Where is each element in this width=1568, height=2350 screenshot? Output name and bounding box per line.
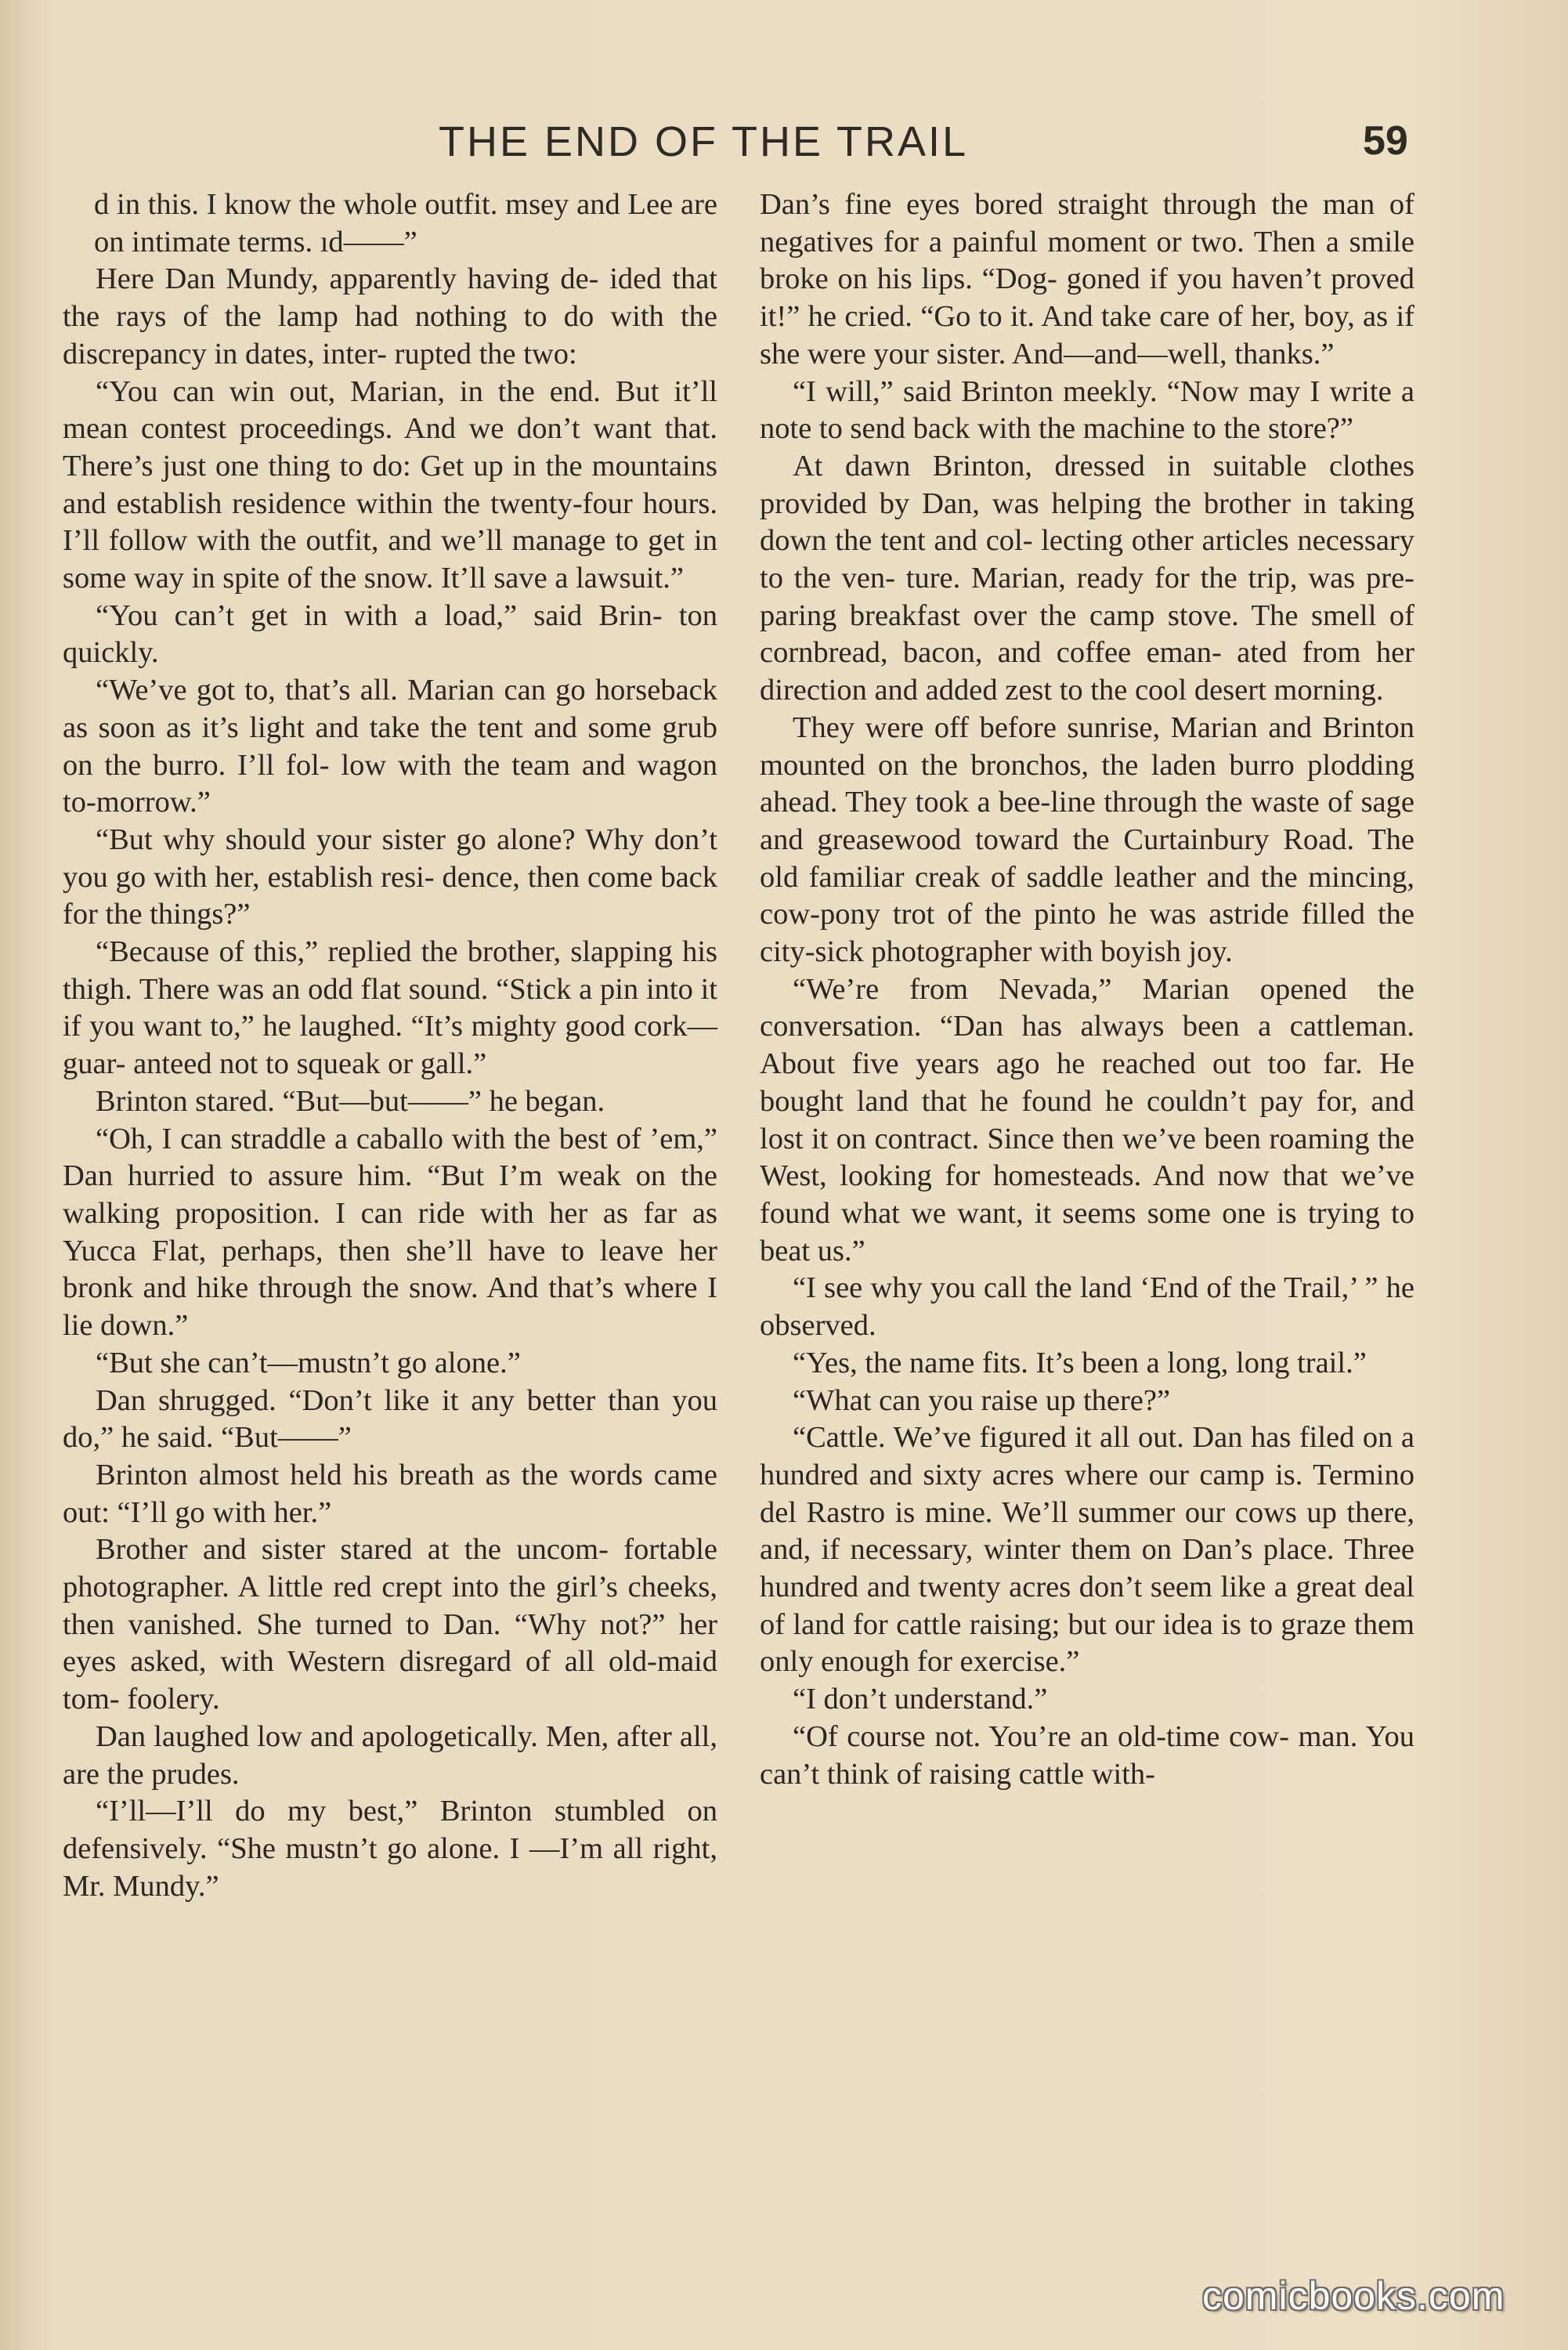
paragraph: d in this. I know the whole outfit. msey and Lee are on intimate terms. ıd——”	[94, 188, 717, 258]
paragraph: “Cattle. We’ve figured it all out. Dan has filed on a hundred and sixty acres where our camp is. Termino del Rastro is mine. We’ll summer our cows up there, and, if necessary, winter them on Dan’s place. Three hundred and twenty acres don’t seem like a great deal of land for cattle raising; but our idea is to graze them only enough for exercise.”	[760, 1421, 1414, 1679]
paragraph: “I will,” said Brinton meekly. “Now may I write a note to send back with the machine to the store?”	[760, 374, 1414, 446]
paragraph: At dawn Brinton, dressed in suitable clothes provided by Dan, was helping the brother in taking down the tent and col- lecting other articles necessary to the ven- ture. Marian, ready for the trip, was pre- paring breakfast over the camp stove. The smell of cornbread, bacon, and coffee eman- ated from her direction and added zest to the cool desert morning.	[760, 449, 1414, 707]
paragraph: “But she can’t—mustn’t go alone.”	[96, 1346, 521, 1379]
page-number: 59	[1363, 118, 1408, 164]
running-title: THE END OF THE TRAIL	[439, 118, 969, 165]
paragraph: “What can you raise up there?”	[793, 1383, 1171, 1417]
paragraph: “I see why you call the land ‘End of the Trail,’ ” he observed.	[760, 1271, 1414, 1343]
paragraph: Dan shrugged. “Don’t like it any better than you do,” he said. “But——”	[63, 1383, 717, 1455]
watermark-logo: comicbooks.com	[1202, 2274, 1505, 2318]
paragraph: “We’ve got to, that’s all. Marian can go horseback as soon as it’s light and take the tent and some grub on the burro. I’ll fol- low with the team and wagon to-morrow.”	[63, 674, 717, 819]
paragraph: Brinton almost held his breath as the words came out: “I’ll go with her.”	[63, 1458, 717, 1529]
running-header	[0, 118, 1568, 180]
paragraph: They were off before sunrise, Marian and Brinton mounted on the bronchos, the laden burro plodding ahead. They took a bee-line through the waste of sage and greasewood toward the Curtainbury Road. The old familiar creak of saddle leather and the mincing, cow-pony trot of the pinto he was astride filled the city-sick photographer with boyish joy.	[760, 710, 1414, 969]
paragraph: “Yes, the name fits. It’s been a long, long trail.”	[793, 1346, 1367, 1379]
paragraph: “Of course not. You’re an old-time cow- man. You can’t think of raising cattle with-	[760, 1719, 1414, 1791]
paragraph: “But why should your sister go alone? Why don’t you go with her, establish resi- dence, then come back for the things?”	[63, 822, 717, 931]
paragraph: Brother and sister stared at the uncom- fortable photographer. A little red crept into the girl’s cheeks, then vanished. She turned to Dan. “Why not?” her eyes asked, with Western disregard of all old-maid tom- foolery.	[63, 1533, 717, 1716]
paragraph: “I don’t understand.”	[793, 1683, 1048, 1716]
paragraph: “I’ll—I’ll do my best,” Brinton stumbled on defensively. “She mustn’t go alone. I —I’m all right, Mr. Mundy.”	[63, 1795, 717, 1903]
paragraph: “You can’t get in with a load,” said Brin- ton quickly.	[63, 598, 717, 670]
paragraph: Brinton stared. “But—but——” he began.	[96, 1084, 605, 1118]
paragraph: Dan laughed low and apologetically. Men, after all, are the prudes.	[63, 1719, 717, 1791]
paragraph: Here Dan Mundy, apparently having de- ided that the rays of the lamp had nothing to do with the discrepancy in dates, inter- rupted the two:	[63, 262, 717, 371]
paragraph: “We’re from Nevada,” Marian opened the conversation. “Dan has always been a cattleman. About five years ago he reached out too far. He bought land that he found he couldn’t pay for, and lost it on contract. Since then we’ve been roaming the West, looking for homesteads. And now that we’ve found what we want, it seems some one is trying to beat us.”	[760, 972, 1414, 1267]
paragraph: “Because of this,” replied the brother, slapping his thigh. There was an odd flat sound. “Stick a pin into it if you want to,” he laughed. “It’s mighty good cork—guar- anteed not to squeak or gall.”	[63, 935, 717, 1081]
right-column	[760, 186, 1414, 1793]
paragraph: “You can win out, Marian, in the end. But it’ll mean contest proceedings. And we don’t want that. There’s just one thing to do: Get up in the mountains and establish residence within the twenty-four hours. I’ll follow with the outfit, and we’ll manage to get in some way in spite of the snow. It’ll save a lawsuit.”	[63, 374, 717, 595]
paragraph: “Oh, I can straddle a caballo with the best of ’em,” Dan hurried to assure him. “But I’m weak on the walking proposition. I can ride with her as far as Yucca Flat, perhaps, then she’ll have to leave her bronk and hike through the snow. And that’s where I lie down.”	[63, 1122, 717, 1343]
paragraph: Dan’s fine eyes bored straight through the man of negatives for a painful moment or two. Then a smile broke on his lips. “Dog- goned if you haven’t proved it!” he cried. “Go to it. And take care of her, boy, as if she were your sister. And—and—well, thanks.”	[760, 188, 1414, 371]
left-column	[63, 186, 717, 1905]
